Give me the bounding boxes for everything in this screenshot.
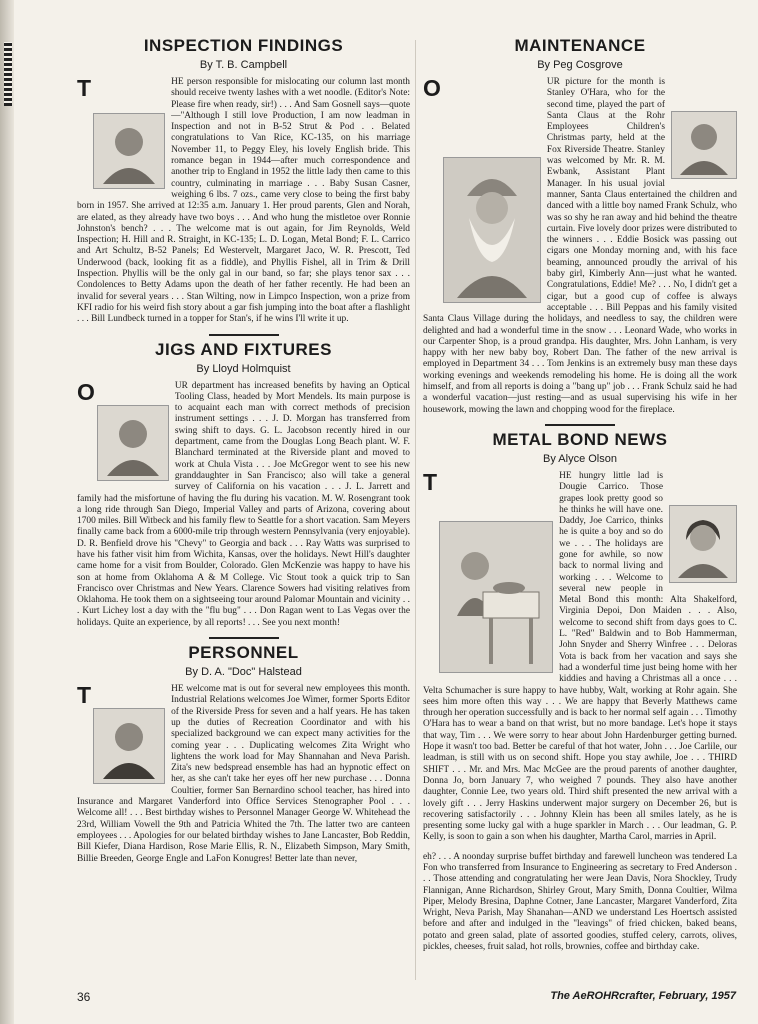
portrait-silhouette-icon	[99, 713, 159, 779]
section-divider-rule	[545, 424, 615, 426]
drop-cap: T	[423, 468, 438, 495]
section-byline: By Lloyd Holmquist	[196, 362, 291, 375]
section-divider-rule	[209, 637, 279, 639]
column-divider	[415, 40, 416, 980]
jigs-and-fixtures-section	[77, 340, 410, 630]
publication-footer: The AeROHRcrafter, February, 1957	[550, 990, 736, 1002]
section-title: PERSONNEL	[188, 643, 299, 663]
maintenance-section	[423, 36, 737, 416]
section-body	[77, 77, 410, 326]
santa-claus-photo	[443, 157, 541, 303]
section-body	[77, 378, 410, 630]
section-byline: By D. A. "Doc" Halstead	[185, 666, 302, 679]
author-portrait-photo	[97, 405, 169, 481]
section-body	[423, 77, 737, 416]
binding-hole-marks	[4, 42, 12, 106]
inspection-findings-section	[77, 36, 410, 326]
author-portrait-photo	[669, 505, 737, 583]
section-title: METAL BOND NEWS	[492, 429, 668, 449]
section-title: INSPECTION FINDINGS	[143, 36, 344, 55]
section-byline: By T. B. Campbell	[199, 59, 288, 71]
section-text: HE hungry little lad is Dougie Carrico. Those grapes look pretty good so he thinks he will have one. Daddy, Joe Carrico, thinks he is quite a boy and so do we . . . The holidays are gone for awhile, so now back to normal living and working . . . Welcome to several new people in Metal Bond this month: Alta Shakelford, Virginia Depoi, Don Maiden . . . Also, welcome to second shift from days goes to C. L. "Red" Baldwin and to Bob Hammerman, John Snyder and Sherry Winfree . . . Deloras Vota is back from her vacation and says she had a wonderful time just being home with her kiddies and having a Christmas all a once . . . Velta Schumacher is sure happy to have hubby, Walt, working at Rohr again. She sees him more often this way . . . We are happy that Beverly Matthews came through her operation successfully and is back to her normal self again . . . Timothy O'Hara has to wear a band on that wrist, but no more bandage. Let's hope it stays that way, Tim . . . We were sorry to hear about John Hardenburger getting burned. Hope it wasn't too bad. Better be careful of that hot water, John . . . Joe Carlile, our leadman, is still with us on second shift. Hope you stay awhile, Joe . . . THIRD SHIFT . . . Mr. and Mrs. Mac McGee are the proud parents of another daughter, Donna Jo, born January 7, who weighed 7 pounds. They also have another daughter, Connie Lee, two years old. Third shift presented the new arrival with a lovely gift . . . Jerry Haskins underwent major surgery on December 26, but is recovering satisfactorily . . . Johnny Klein has been all smiles lately, as he is presenting some lucky gal with a huge sparkler in March . . . Our leadman, G. P. Kelly, is soon to gain a son when his daughter, Martha Carol, marries in April.	[423, 470, 737, 843]
child-at-table-icon	[443, 526, 549, 668]
metal-bond-news-section	[423, 430, 737, 953]
section-byline: By Alyce Olson	[543, 452, 617, 465]
personnel-section	[77, 643, 410, 865]
section-divider-rule	[209, 334, 279, 336]
page-binding-edge	[0, 0, 14, 1024]
section-text: UR picture for the month is Stanley O'Hara, who for the second time, played the part of Santa Claus at the Rohr Employees Children's Christmas party, held at the Fox Riverside Theatre. Stanley was welcomed by Mr. R. M. Ewbank, Assistant Plant Manager. In his usual jovial manner, Santa Claus entertained the children and danced with a little boy named Frank Schulz, who was so shy he ran away and hid behind the theatre curtain. Five lovely door prizes were distributed to the winners . . . Eddie Bosick was passing out cigars one Monday morning and, with his face beaming, announced proudly the arrival of his baby girl, Kimberly Ann—just what he wanted. Congratulations, Eddie! Me? . . . No, I didn't get a cigar, but a good cup of coffee is always acceptable . . . Bill Peppas and his family visited Santa Claus Village during the holidays, and needless to say, the children were delighted and had a wonderful time in the snow . . . Leonard Wade, who works in our Carpenter Shop, is a proud grandpa. His daughter, Mrs. John Lanham, is very happy with her new baby boy, Robert Dan. The father of the new arrival is employed in Department 34 . . . Tom Jenkins is an extremely busy man these days working evenings and weekends remodeling his home. He is doing all the work himself, and from all reports is doing a "bang up" job . . . Frank Schulz said he had a wonderful vacation—just resting—and as usual supervising his wife in her housework, mowing the lawn and chopping wood for the fireplace.	[423, 77, 737, 415]
section-text: UR department has increased benefits by having an Optical Tooling Class, headed by Mort Mendels. Its main purpose is to acquaint each man with correct methods of precision instrument settings . . . J. D. Morgan has transferred from swing shift to days. G. L. Jacobson recently hired in our department, came from the Douglas Long Beach plant. W. F. Blanchard terminated at the Riverside plant and moved to work at Chula Vista . . . Joe McGregor went to see his new granddaughter in San Francisco; also will take a general survey of California on his vacation . . . J. L. Jarrett and family had the misfortune of having the flu during his vacation. M. W. Rosengrant took a long ride through San Diego, Imperial Valley and parts of Arizona, covering about 1700 miles. Bill Witbeck and his family flew to Seattle for a short vacation. Sam Meyers finally came back from a 6000-mile trip through western Pennsylvania (very enjoyable). D. R. Benfield drove his "Chevy" to Georgia and back . . . Ray Watts was surprised to have his father visit him from Wichita, Kansas, over the holidays. Newt Hill's daughter came home for a visit from Boulder, Colorado. Glen McKenzie was happy to have his son at home from Oklahoma A & M College. Vic Stout took a quick trip to San Francisco over Christmas and New Years. Clarence Sowers had visiting relatives from Oklahoma. He took them on a sightseeing tour around Palomar Mountain and vicinity . . . Kurt Lichey lost a day with the "flu bug" . . . Don Ragan went to Las Vegas over the holidays. Quite an experience, by all reports! . . . See you next month!	[77, 380, 410, 628]
portrait-silhouette-icon	[103, 410, 163, 476]
left-column	[77, 36, 410, 865]
child-with-grapes-photo	[439, 521, 553, 673]
page-number: 36	[77, 990, 91, 1004]
section-text: HE person responsible for mislocating our column last month should receive twenty lashes with a wet noodle. (Editor's Note: Please fire when ready, sir!) . . . And Sam Gosnell says—quote—"Although I still love Production, I am now leadman in Inspection and not in B-52 Strut & Pod . . Belated congratulations to Van Rice, KC-135, on his marriage November 11, to Peggy Eley, his lovely English bride. This romance began in 1944—after much correspondence and another trip to England in 1952 the little lady then came to this country, culminating in marriage . . . Baby Susan Casner, weighing 6 lbs. 7 ozs., came very close to being the first baby born in 1957. She arrived at 12:35 a.m. January 1. Her proud parents, Glen and Norah, are elated, as they already have two boys . . . And who hung the mistletoe over Ronnie Johnston's bench? . . . The welcome mat is out again, for Jim Reynolds, Weld Inspection; H. Hill and R. Straight, in KC-135; L. D. Logan, Metal Bond; F. L. Carrico and Art Schultz, B-52 Panels; Ed Westervelt, Margaret Jaco, W. R. Prescott, Ted Underwood (back, looking fit as a fiddle), and Phyllis Fishel, all in Trim & Drill Inspection. Phyllis will be the only gal in our band, so far; she plays tenor sax . . . Condolences to Betty Adams upon the death of her father recently. He had been an invalid for several years . . . Stan Wilting, now in Limpco Inspection, won a prize from KFI radio for his weird fish story about a gar fish jumping into the boat after a flashlight . . . Bill Lundbeck turned in a topper for Stan's, if he wins I'll write it up.	[77, 77, 410, 325]
santa-claus-figure-icon	[447, 162, 537, 298]
drop-cap: T	[77, 75, 92, 101]
section-byline: By Peg Cosgrove	[537, 59, 623, 71]
portrait-silhouette-icon	[99, 118, 159, 184]
section-title: MAINTENANCE	[514, 36, 646, 55]
personnel-continuation-text: eh? . . . A noonday surprise buffet birthday and farewell luncheon was tendered La Fon who transferred from Insurance to Engineering as secretary to Fred Anderson . . . Those attending and congratulating her were Jean Davis, Nora Shockley, Trudy Flannigan, Anne Richardson, Shirley Grout, Mary Smith, Donna Coultier, Wilma Piper, Melody Bresina, Daphne Cotner, Jane Lancaster, Margaret Vanderford, Zita Wright, Neva Parish, May Shanahan—AND we understand Les Hoertsch assisted before and after and indulged in the "leavings" of fried chicken, baked beans, potato and green salad, plate of assorted goodies, stuffed celery, carrots, olives, pickles, cheeses, fruit salad, hot rolls, brownies, coffee and birthday cake.	[423, 851, 737, 953]
author-portrait-photo	[671, 111, 737, 179]
author-portrait-photo	[93, 113, 165, 189]
portrait-silhouette-icon	[674, 510, 732, 578]
right-column	[423, 36, 737, 953]
author-portrait-photo	[93, 708, 165, 784]
section-text: HE welcome mat is out for several new employees this month. Industrial Relations welcomes Joe Wimer, former Sports Editor of the Riverside Press for seven and a half years. He has taken up the duties of Recreation Coordinator and with his specialized background we can expect many activities for the coming year . . . Duplicating welcomes Zita Wright who lightens the work load for May Shannahan and Neva Parish. Zita's new bedspread ensemble has had an hypnotic effect on her, as she can't take her eyes off her new purchase . . . Donna Coultier, former San Bernardino school teacher, has hired into Insurance and Margaret Vanderford into Office Services Stenographer Pool . . . Welcome all! . . . Best birthday wishes to Personnel Manager George W. Whitehead the 23rd, William Vowell the 9th and Patricia Whited the 7th. The latter two are canteen employees . . . Apologies for our belated birthday wishes to Jane Lancaster, Bob Reddin, Bill Kiefer, Diana Hardison, Rose Marie Ellis, R. N., Elizabeth Simpson, Mary Smith, Billie Breeden, George Engle and LaFon Konugres! Better late than never,	[77, 684, 410, 864]
section-body	[77, 684, 410, 865]
portrait-silhouette-icon	[676, 115, 732, 175]
section-title: JIGS AND FIXTURES	[155, 339, 332, 359]
spacer	[423, 844, 737, 852]
drop-cap: O	[77, 378, 95, 405]
section-body	[423, 468, 737, 844]
drop-cap: T	[77, 682, 92, 709]
drop-cap: O	[423, 75, 441, 101]
